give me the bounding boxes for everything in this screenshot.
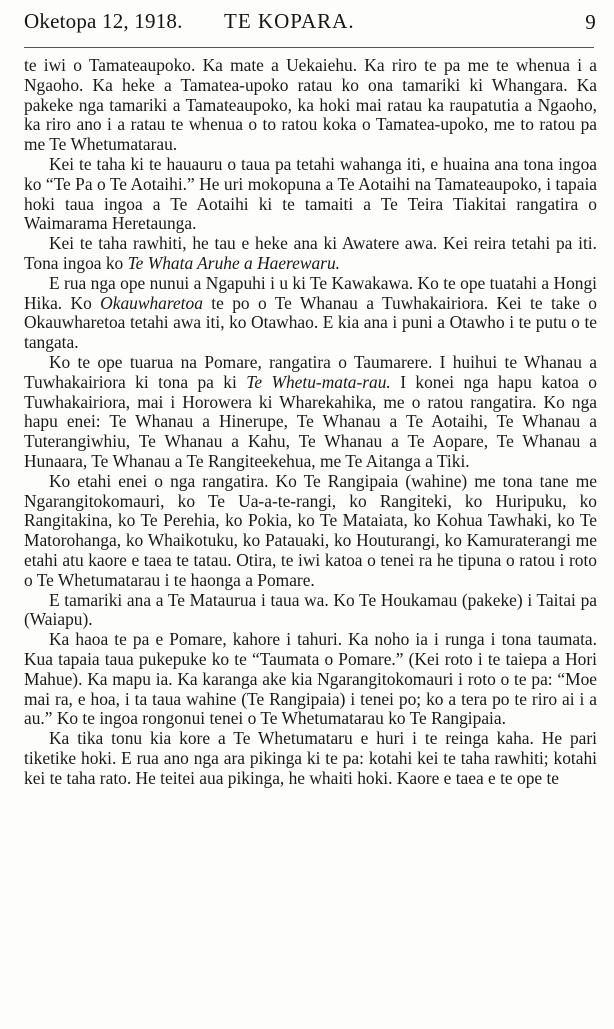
text-run: E rua nga ope nunui a Ngapuhi i u ki Te Kawakawa. Ko te ope tuatahi a Hongi Hika. Ko — [24, 272, 597, 313]
header-rule — [24, 47, 594, 48]
page-number: 9 — [585, 10, 596, 34]
paragraph-9 — [24, 729, 597, 788]
paragraph-8 — [24, 630, 597, 729]
text-run: Kei te taha ki te hauauru o taua pa tetahi wahanga iti, e huaina ana tona ingoa ko “Te Pa o Te Aotaihi.” He uri mokopuna a Te Aotaihi na Tamateaupoko, i tapaia hoki taua ingoa a Te Aotaihi ki te tamaiti a Te Teira Tiakitai rangatira o Waimarama Heretaunga. — [24, 153, 597, 234]
paragraph-2 — [24, 155, 597, 234]
paragraph-6 — [24, 472, 597, 591]
text-run: Ko te ope tuarua na Pomare, rangatira o Taumarere. I huihui te Whanau a Tuwhakairiora ki tona pa ki — [24, 351, 597, 392]
paragraph-1 — [24, 56, 597, 155]
text-run: te po o Te Whanau a Tuwhakairiora. Kei te take o Okauwharetoa tetahi awa iti, ko Otawhao. E kia ana i puni a Otawho i te putu o te tangata. — [24, 292, 597, 353]
text-run: te iwi o Tamateaupoko. Ka mate a Uekaiehu. Ka riro te pa me te whenua i a Ngaoho. Ka heke a Tamatea-upoko ratau ko ona tamariki ki Whangara. Ka pakeke nga tamariki a Tamateaupoko, ka hoki mai ratau ka raupatutia a Ngaoho, ka riro ano i a ratau te whenua o to ratou koka o Tamatea-upoko, me to ratou pa me Te Whetumatarau. — [24, 56, 597, 155]
text-run: Kei te taha rawhiti, he tau e heke ana ki Awatere awa. Kei reira tetahi pa iti. Tona ingoa ko — [24, 233, 597, 273]
article-body — [24, 56, 597, 1024]
issue-date: Oketopa 12, 1918. — [24, 9, 183, 33]
text-run: Ka haoa te pa e Pomare, kahore i tahuri. Ka noho ia i runga i tona taumata. Kua tapaia taua pukepuke ko te “Taumata o Pomare.” (Kei roto i te taiepa a Hori Mahue). Ka mapu ia. Ka karanga ake kia Ngarangitokomauri i roto o te pa: “Moe mai ra, e hoa, i ta taua wahine (Te Rangipaia) i tenei po; ko a tera po te riro ai i a au.” Ko te ingoa rongonui tenei o Te Whetumatarau ko Te Rangipaia. — [24, 629, 597, 729]
text-run: Ko etahi enei o nga rangatira. Ko Te Rangipaia (wahine) me tona tane me Ngarangitokomauri, ko Te Ua-a-te-rangi, ko Rangiteki, ko Huripuku, ko Rangitakina, ko Te Perehia, ko Pokia, ko Te Mataiata, ko Kohua Tawhaki, ko Te Matorohanga, ko Whaikotuku, ko Patauaki, ko Houturangi, ko Kamuraterangi me etahi atu kaore e taea te tatau. Otira, te iwi katoa o tenei ra he tipuna o ratou i roto o Te Whetumatarau i te haonga a Pomare. — [24, 470, 597, 590]
paragraph-5 — [24, 353, 597, 472]
italic-text: Te Whetu-mata-rau. — [246, 371, 391, 392]
italic-text: Te Whata Aruhe a Haerewaru. — [127, 252, 340, 273]
paragraph-4 — [24, 274, 597, 353]
publication-title: TE KOPARA. — [224, 9, 355, 33]
paragraph-3 — [24, 234, 597, 274]
page-header — [24, 4, 604, 38]
paragraph-7 — [24, 591, 597, 631]
text-run: Ka tika tonu kia kore a Te Whetumataru e huri i te reinga kaha. He pari tiketike hoki. E rua ano nga ara pikinga ki te pa: kotahi kei te taha rawhiti; kotahi kei te taha rato. He teitei aua pikinga, he whaiti hoki. Kaore e taea e te ope te — [24, 728, 597, 788]
text-run: I konei nga hapu katoa o Tuwhakairiora, mai i Horowera ki Wharekahika, me o ratou rangatira. Ko nga hapu enei: Te Whanau a Hinerupe, Te Whanau a Te Aotaihi, Te Whanau a Tuterangiwhiu, Te Whanau a Kahu, Te Whanau a Te Aopare, Te Whanau a Hunaara, Te Whanau a Te Rangiteekehua, me Te Aitanga a Tiki. — [24, 371, 597, 471]
italic-text: Okauwharetoa — [100, 292, 203, 313]
text-run: E tamariki ana a Te Mataurua i taua wa. Ko Te Houkamau (pakeke) i Taitai pa (Waiapu). — [24, 589, 597, 630]
